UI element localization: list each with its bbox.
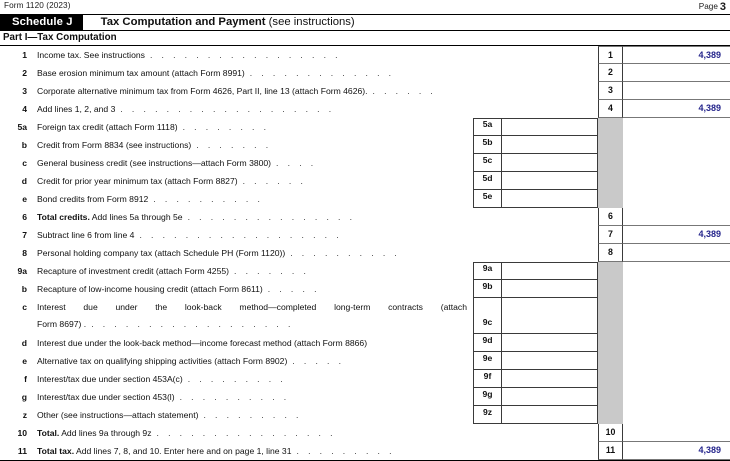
- table-row: [0, 118, 730, 136]
- row-description: [33, 82, 473, 100]
- row-line-number: e: [22, 194, 27, 204]
- row-description: [33, 46, 473, 64]
- row-description-text: Interest due under the look-back method—income forecast method (attach Form 8866): [37, 338, 368, 348]
- tax-computation-table: [0, 46, 730, 461]
- row-description-text: Base erosion minimum tax amount (attach Form 8991): [37, 68, 245, 78]
- row-description: [33, 370, 473, 388]
- row-description-text: Interest/tax due under section 453A(c): [37, 374, 183, 384]
- sub-entry-group: [473, 280, 598, 298]
- table-row: [0, 208, 730, 226]
- sub-column-spacer: [473, 424, 598, 442]
- amount-line-number: 1: [598, 46, 623, 64]
- row-description-emphasis: Total tax.: [37, 446, 75, 456]
- table-row: [0, 388, 730, 406]
- schedule-tag: Schedule J: [0, 15, 83, 30]
- sub-line-number: 9g: [474, 388, 502, 405]
- sub-entry-group: [473, 190, 598, 208]
- sub-amount-field[interactable]: [502, 406, 597, 423]
- row-line-number: d: [21, 176, 27, 186]
- sub-entry-group: [473, 406, 598, 424]
- leader-dots: . . . . . . . . . . . . . . .: [187, 212, 356, 222]
- row-description-text: Corporate alternative minimum tax from Form 4626, Part II, line 13 (attach Form 4626).: [37, 86, 368, 96]
- row-description-text: Other (see instructions—attach statement): [37, 410, 199, 420]
- row-line-number: f: [24, 374, 27, 384]
- amount-line-number: 10: [598, 424, 623, 442]
- shaded-column: [598, 388, 623, 406]
- part-title-band: [0, 31, 730, 46]
- shaded-column: [598, 280, 623, 298]
- schedule-title-band: [0, 14, 730, 31]
- sub-line-number: 9b: [474, 280, 502, 297]
- page-header: [0, 0, 730, 14]
- row-line-number: b: [21, 140, 27, 150]
- amount-field[interactable]: 4,389: [623, 46, 730, 64]
- leader-dots: . . . . . . . . .: [187, 374, 287, 384]
- shaded-column: [598, 172, 623, 190]
- amount-column-blank: [623, 136, 730, 154]
- table-row: [0, 172, 730, 190]
- table-row: [0, 46, 730, 64]
- row-line-number: 11: [17, 446, 27, 456]
- table-row: [0, 406, 730, 424]
- sub-line-number: 5a: [474, 119, 502, 135]
- row-line-number: 4: [22, 104, 27, 114]
- schedule-title-main: Tax Computation and Payment: [100, 16, 266, 28]
- sub-amount-field[interactable]: [502, 136, 597, 153]
- row-description: [33, 334, 473, 352]
- table-row: [0, 280, 730, 298]
- leader-dots: . . . . . .: [242, 176, 307, 186]
- row-description: [33, 64, 473, 82]
- table-row: [0, 190, 730, 208]
- amount-column-blank: [623, 352, 730, 370]
- amount-column-blank: [623, 118, 730, 136]
- sub-amount-field[interactable]: [502, 334, 597, 351]
- row-description: [33, 280, 473, 298]
- leader-dots: . . . . . . . . . .: [290, 248, 401, 258]
- row-description-text: Credit for prior year minimum tax (attach Form 8827): [37, 176, 238, 186]
- row-line-number: 9a: [17, 266, 27, 276]
- page-number: 3: [719, 1, 726, 13]
- row-line-number: 6: [22, 212, 27, 222]
- row-line-number: 10: [17, 428, 27, 438]
- shaded-column: [598, 370, 623, 388]
- table-row: [0, 136, 730, 154]
- table-row: [0, 100, 730, 118]
- row-line-number: e: [22, 356, 27, 366]
- row-description-line1: Interest due under the look-back method—completed long-term contracts (attach: [37, 302, 467, 312]
- shaded-column: [598, 136, 623, 154]
- row-description-text: Subtract line 6 from line 4: [37, 230, 135, 240]
- leader-dots: . . . . . . .: [234, 266, 310, 276]
- sub-column-spacer: [473, 442, 598, 460]
- row-description-text: Recapture of low-income housing credit (attach Form 8611): [37, 284, 263, 294]
- row-line-number: 1: [22, 50, 27, 60]
- leader-dots: . . . . . . . . . . . . . . . . . .: [91, 319, 294, 329]
- row-description-text: Recapture of investment credit (attach Form 4255): [37, 266, 230, 276]
- amount-column-blank: [623, 406, 730, 424]
- table-row: [0, 226, 730, 244]
- row-description: [33, 226, 473, 244]
- row-description-text: Add lines 9a through 9z: [59, 428, 152, 438]
- sub-entry-group: [473, 352, 598, 370]
- row-description: [33, 136, 473, 154]
- sub-column-spacer: [473, 226, 598, 244]
- sub-column-spacer: [473, 64, 598, 82]
- table-row: [0, 370, 730, 388]
- row-description: [33, 154, 473, 172]
- table-row: [0, 298, 730, 334]
- row-line-number: c: [22, 158, 27, 168]
- sub-amount-field[interactable]: [502, 388, 597, 405]
- shaded-column: [598, 406, 623, 424]
- row-description: [33, 208, 473, 226]
- sub-entry-group: [473, 298, 598, 334]
- sub-line-number: 9c: [474, 298, 502, 333]
- row-description: [33, 244, 473, 262]
- amount-field[interactable]: [623, 82, 730, 100]
- row-line-number: 5a: [17, 122, 27, 132]
- row-description-emphasis: Total credits.: [37, 212, 90, 222]
- table-row: [0, 424, 730, 442]
- row-description: [33, 172, 473, 190]
- row-description: [33, 118, 473, 136]
- table-row: [0, 352, 730, 370]
- form-identifier: Form 1120 (2023): [4, 1, 71, 10]
- sub-line-number: 5e: [474, 190, 502, 207]
- sub-column-spacer: [473, 46, 598, 64]
- table-row: [0, 154, 730, 172]
- row-line-number: 7: [22, 230, 27, 240]
- amount-field[interactable]: [623, 244, 730, 262]
- leader-dots: . . . . . . . . . .: [153, 194, 264, 204]
- row-description: [33, 100, 473, 118]
- row-line-number: g: [21, 392, 27, 402]
- amount-line-number: 3: [598, 82, 623, 100]
- sub-line-number: 9f: [474, 370, 502, 387]
- row-description-line2: Form 8697) . . . . . . . . . . . . . . . . . . .: [37, 319, 294, 329]
- amount-column-blank: [623, 370, 730, 388]
- row-line-number: b: [21, 284, 27, 294]
- row-description-text: Personal holding company tax (attach Schedule PH (Form 1120)): [37, 248, 286, 258]
- sub-column-spacer: [473, 208, 598, 226]
- row-description-text: Add lines 7, 8, and 10. Enter here and on page 1, line 31: [74, 446, 292, 456]
- amount-line-number: 6: [598, 208, 623, 226]
- table-row: [0, 82, 730, 100]
- shaded-column: [598, 262, 623, 280]
- sub-line-number: 9d: [474, 334, 502, 351]
- amount-line-number: 4: [598, 100, 623, 118]
- part-label: Part I—Tax Computation: [3, 32, 117, 43]
- row-description: [33, 298, 473, 334]
- row-line-number: 3: [22, 86, 27, 96]
- amount-column-blank: [623, 280, 730, 298]
- shaded-column: [598, 298, 623, 334]
- amount-column-blank: [623, 190, 730, 208]
- row-description-text: General business credit (see instructions—attach Form 3800): [37, 158, 272, 168]
- row-description: [33, 442, 473, 460]
- amount-field[interactable]: [623, 64, 730, 82]
- amount-column-blank: [623, 262, 730, 280]
- sub-amount-field[interactable]: [502, 154, 597, 171]
- sub-line-number: 5c: [474, 154, 502, 171]
- row-description-text: Foreign tax credit (attach Form 1118): [37, 122, 178, 132]
- row-description: [33, 190, 473, 208]
- row-description: [33, 262, 473, 280]
- sub-line-number: 9e: [474, 352, 502, 369]
- sub-amount-field[interactable]: [502, 280, 597, 297]
- table-row: [0, 262, 730, 280]
- row-description-text: Credit from Form 8834 (see instructions): [37, 140, 192, 150]
- leader-dots: . . . . . . . . . . . . .: [249, 68, 395, 78]
- amount-field[interactable]: 4,389: [623, 442, 730, 460]
- row-line-number: 8: [22, 248, 27, 258]
- row-description: [33, 352, 473, 370]
- leader-dots: . . . . . . . . . . . . . . . .: [156, 428, 336, 438]
- page-indicator: [699, 1, 726, 13]
- row-description-text: Add lines 1, 2, and 3: [37, 104, 116, 114]
- sub-column-spacer: [473, 82, 598, 100]
- shaded-column: [598, 352, 623, 370]
- leader-dots: . . . . .: [267, 284, 320, 294]
- leader-dots: . . . . . . . . .: [296, 446, 395, 456]
- leader-dots: . . . . .: [292, 356, 345, 366]
- sub-amount-field[interactable]: [502, 172, 597, 189]
- amount-field[interactable]: 4,389: [623, 226, 730, 244]
- row-description: [33, 406, 473, 424]
- amount-field[interactable]: 4,389: [623, 100, 730, 118]
- leader-dots: . . . . . .: [372, 86, 437, 96]
- leader-dots: . . . .: [276, 158, 317, 168]
- leader-dots: . . . . . . . . . . . . . . . . .: [149, 50, 341, 60]
- amount-field[interactable]: [623, 424, 730, 442]
- shaded-column: [598, 190, 623, 208]
- row-description-text: Alternative tax on qualifying shipping activities (attach Form 8902): [37, 356, 288, 366]
- row-description-text: Income tax. See instructions: [37, 50, 145, 60]
- leader-dots: . . . . . . . . . .: [179, 392, 290, 402]
- row-description-emphasis: Total.: [37, 428, 60, 438]
- sub-amount-field[interactable]: [502, 190, 597, 207]
- row-line-number: 2: [22, 68, 27, 78]
- sub-amount-field[interactable]: [502, 263, 597, 279]
- row-description-text: Bond credits from Form 8912: [37, 194, 149, 204]
- amount-field[interactable]: [623, 208, 730, 226]
- amount-column-blank: [623, 334, 730, 352]
- amount-line-number: 8: [598, 244, 623, 262]
- row-description: [33, 424, 473, 442]
- row-line-number: d: [21, 338, 27, 348]
- page-label-text: Page: [698, 2, 718, 11]
- amount-column-blank: [623, 298, 730, 334]
- table-row: [0, 64, 730, 82]
- sub-line-number: 5b: [474, 136, 502, 153]
- amount-column-blank: [623, 154, 730, 172]
- leader-dots: . . . . . . . . . . . . . . . . . . .: [120, 104, 335, 114]
- schedule-title: [83, 15, 730, 30]
- amount-column-blank: [623, 388, 730, 406]
- sub-line-number: 9a: [474, 263, 502, 279]
- leader-dots: . . . . . . .: [196, 140, 272, 150]
- table-row: [0, 334, 730, 352]
- table-row: [0, 442, 730, 460]
- sub-line-number: 5d: [474, 172, 502, 189]
- row-description-text: Add lines 5a through 5e: [89, 212, 183, 222]
- leader-dots: . . . . . . . .: [182, 122, 270, 132]
- amount-line-number: 7: [598, 226, 623, 244]
- amount-line-number: 2: [598, 64, 623, 82]
- amount-column-blank: [623, 172, 730, 190]
- sub-amount-field[interactable]: [502, 119, 597, 135]
- row-line-number: z: [22, 410, 27, 420]
- row-line-number: c: [22, 302, 27, 312]
- leader-dots: . . . . . . . . .: [203, 410, 302, 420]
- sub-amount-field[interactable]: [502, 352, 597, 369]
- row-description: [33, 388, 473, 406]
- row-description-text: Interest/tax due under section 453(l): [37, 392, 175, 402]
- schedule-title-note: (see instructions): [265, 16, 355, 28]
- sub-amount-field[interactable]: [502, 298, 597, 333]
- leader-dots: . . . . . . . . . . . . . . . . . .: [139, 230, 343, 240]
- shaded-column: [598, 154, 623, 172]
- table-row: [0, 244, 730, 262]
- shaded-column: [598, 334, 623, 352]
- amount-line-number: 11: [598, 442, 623, 460]
- sub-amount-field[interactable]: [502, 370, 597, 387]
- shaded-column: [598, 118, 623, 136]
- sub-line-number: 9z: [474, 406, 502, 423]
